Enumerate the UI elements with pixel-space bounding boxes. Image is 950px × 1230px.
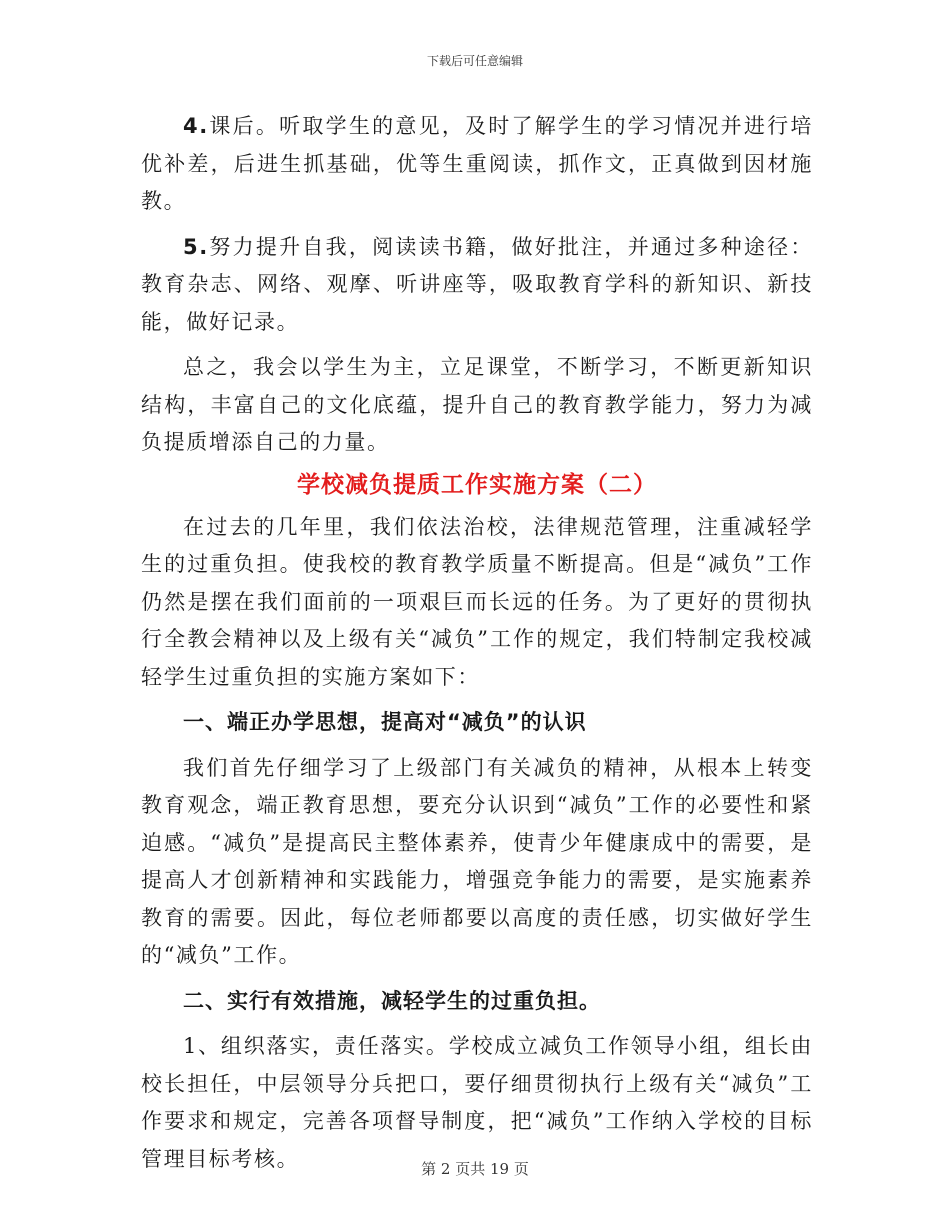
intro-paragraph: 在过去的几年里，我们依法治校，法律规范管理，注重减轻学生的过重负担。使我校的教育教学质量不断提高。但是“减负”工作仍然是摆在我们面前的一项艰巨而长远的任务。为了更好的贯彻执行全教会精神以及上级有关“减负”工作的规定，我们特制定我校减轻学生过重负担的实施方案如下：	[141, 514, 813, 689]
summary-paragraph: 总之，我会以学生为主，立足课堂，不断学习，不断更新知识结构，丰富自己的文化底蕴，提升自己的教育教学能力，努力为减负提质增添自己的力量。	[141, 355, 813, 454]
paragraph-1: 我们首先仔细学习了上级部门有关减负的精神，从根本上转变教育观念，端正教育思想，要充分认识到“减负”工作的必要性和紧迫感。“减负”是提高民主整体素养，使青少年健康成中的需要，是提高人才创新精神和实践能力，增强竞争能力的需要，是实施素养教育的需要。因此，每位老师都要以高度的责任感，切实做好学生的“减负”工作。	[141, 755, 813, 967]
section-heading-1: 一、端正办学思想，提高对“减负”的认识	[183, 710, 587, 734]
document-body	[141, 108, 813, 1178]
item-number: 5.	[183, 234, 209, 259]
section-title: 学校减负提质工作实施方案（二）	[297, 470, 657, 498]
page-header: 下载后可任意编辑	[426, 54, 523, 68]
list-item-4	[141, 108, 813, 221]
item-text: 课后。听取学生的意见，及时了解学生的学习情况并进行培优补差，后进生抓基础，优等生重阅读，抓作文，正真做到因材施教。	[141, 114, 813, 213]
item-text: 努力提升自我，阅读读书籍，做好批注，并通过多种途径：教育杂志、网络、观摩、听讲座等，吸取教育学科的新知识、新技能，做好记录。	[141, 234, 813, 334]
section-heading-2: 二、实行有效措施，减轻学生的过重负担。	[183, 988, 601, 1013]
list-item-5	[141, 229, 813, 342]
paragraph-2: 1、组织落实，责任落实。学校成立减负工作领导小组，组长由校长担任，中层领导分兵把口，要仔细贯彻执行上级有关“减负”工作要求和规定，完善各项督导制度，把“减负”工作纳入学校的目标管理目标考核。	[141, 1034, 813, 1171]
page-footer: 第 2 页共 19 页	[421, 1160, 529, 1178]
item-number: 4.	[183, 114, 209, 138]
